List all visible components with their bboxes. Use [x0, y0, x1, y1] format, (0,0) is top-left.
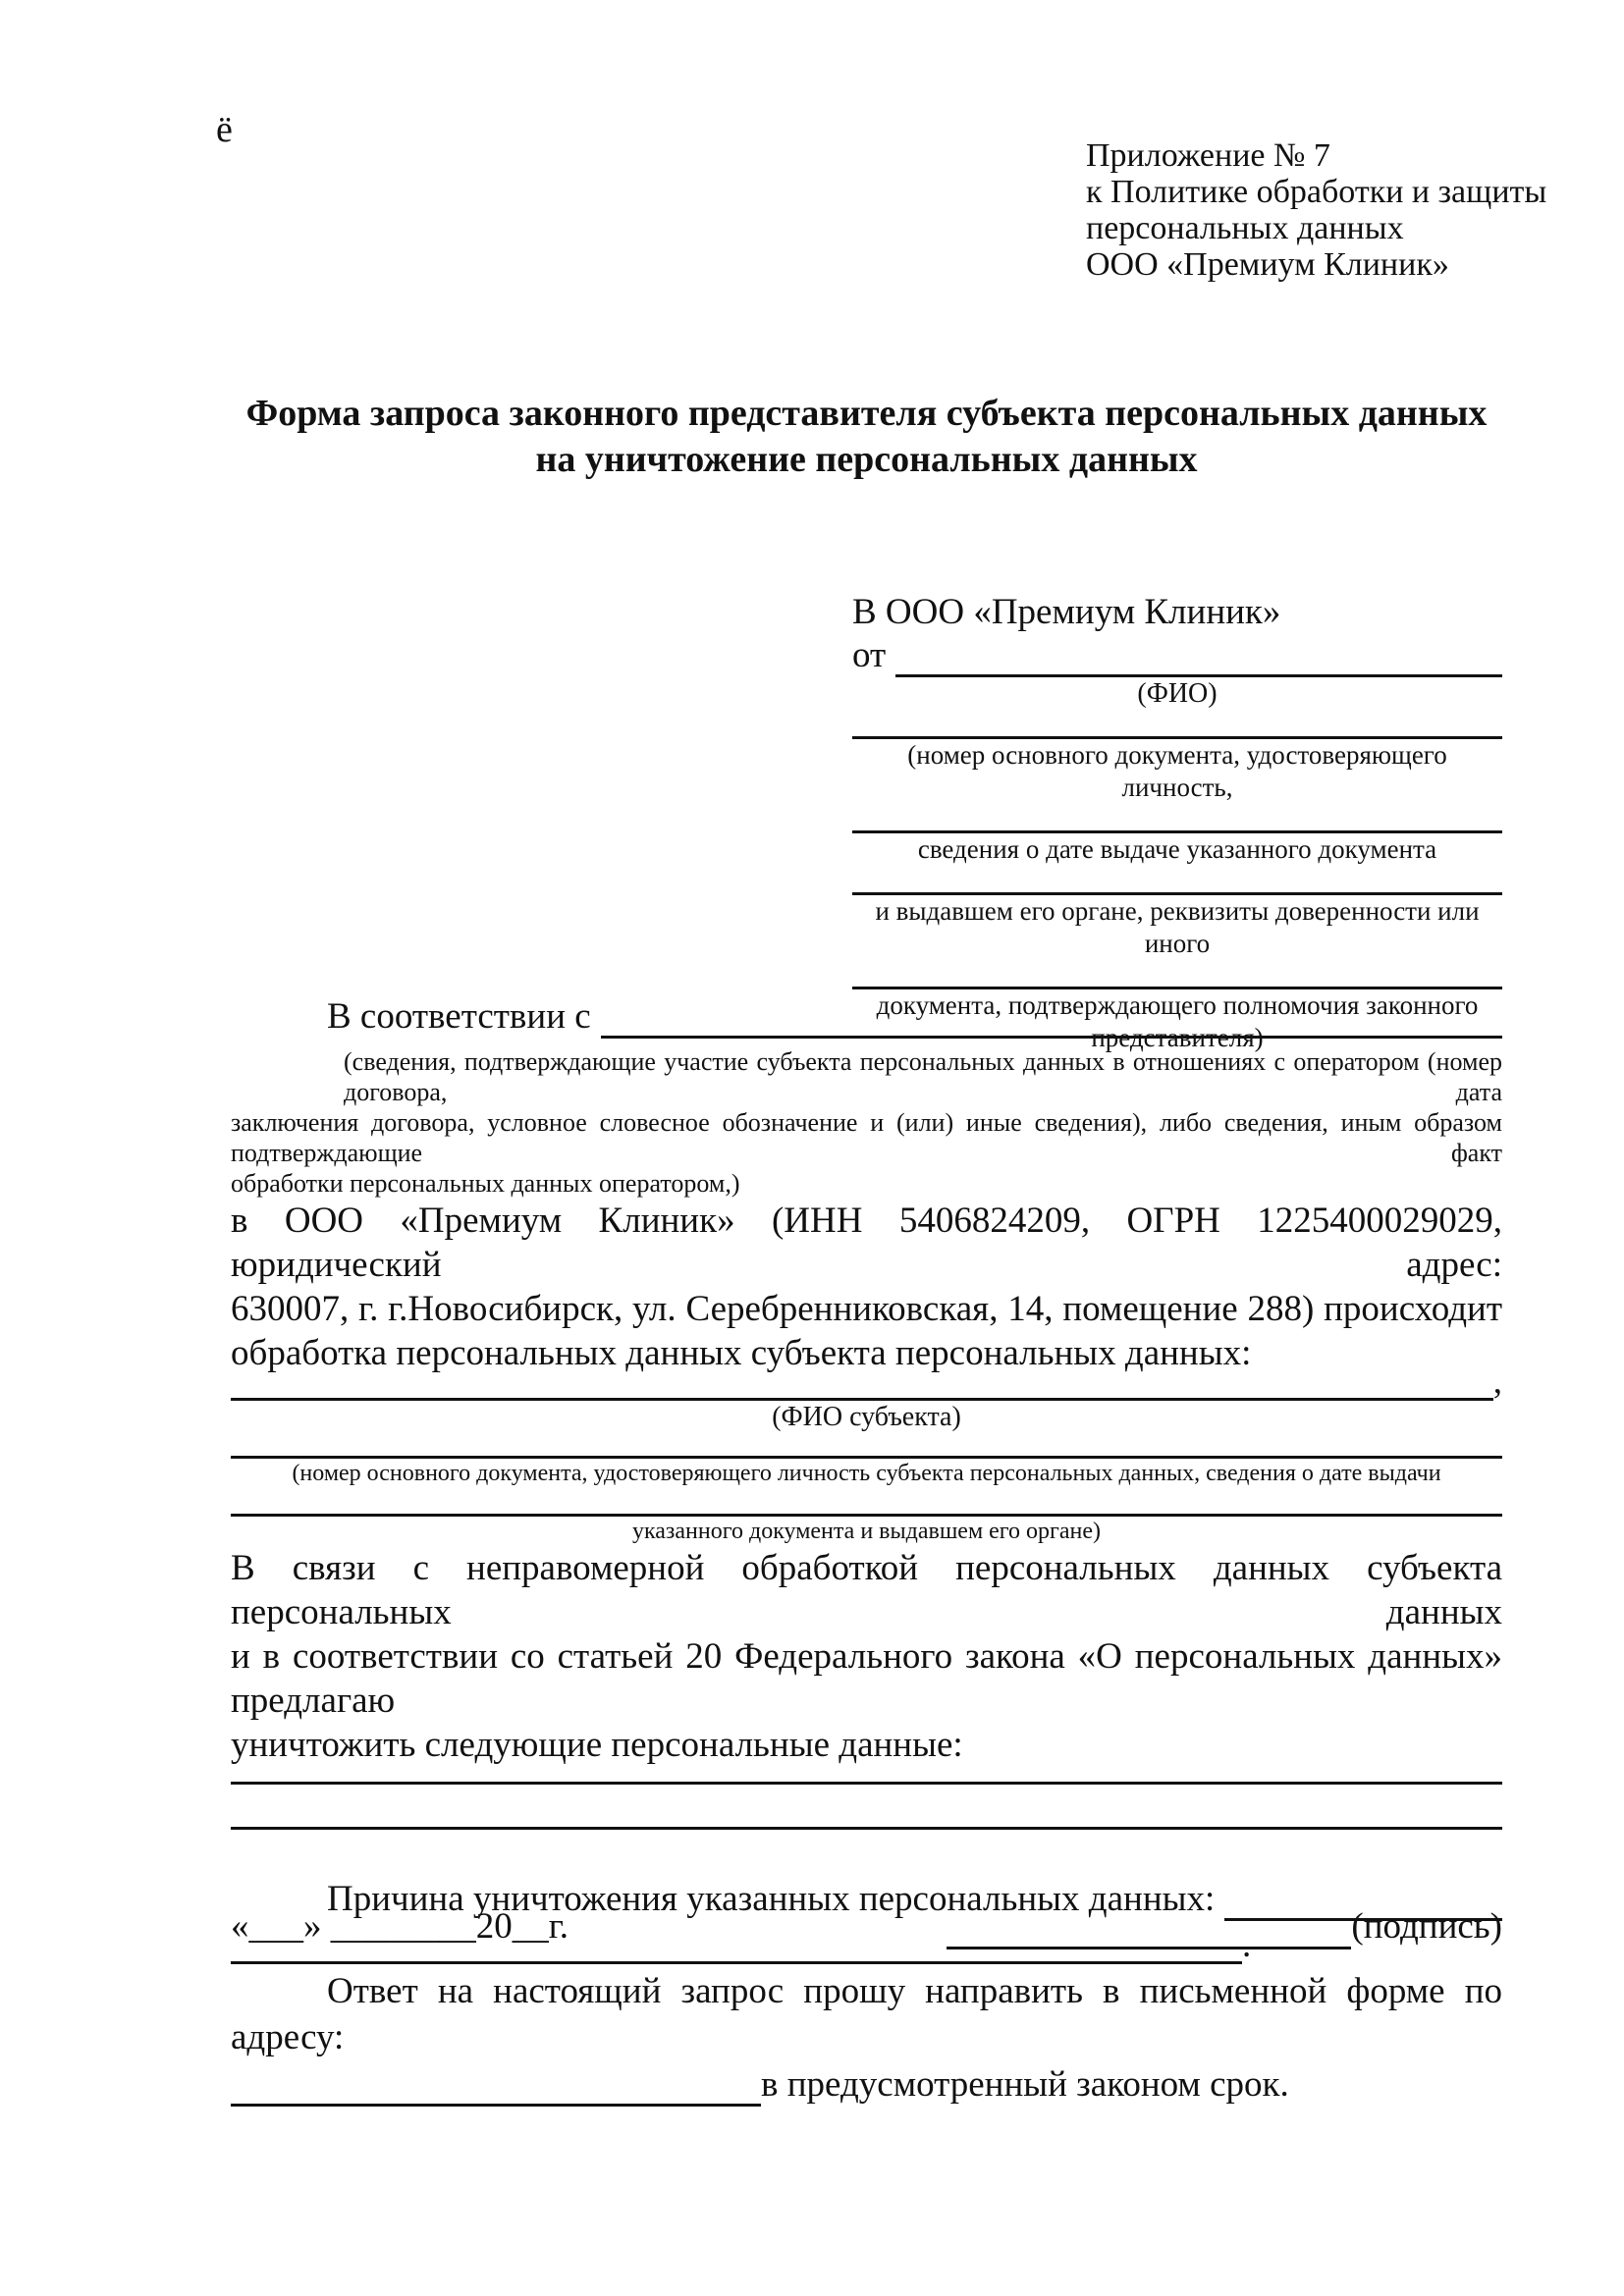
- signature-group: [947, 1904, 1502, 1949]
- accordance-row: [231, 995, 1502, 1039]
- data-to-destroy-blank-line-1: [231, 1767, 1502, 1785]
- note-line-2: заключения договора, условное словесное обозначение и (или) иные сведения), либо сведения, иным образом подтверждающие факт: [231, 1108, 1502, 1167]
- title-line-2: на уничтожение персональных данных: [535, 439, 1198, 480]
- issuing-authority-blank-line: [852, 866, 1502, 895]
- addressee-caption-1: (номер основного документа, удостоверяющего личность,: [907, 740, 1447, 802]
- accordance-note: [231, 1046, 1502, 1199]
- demand-line-2: и в соответствии со статьей 20 Федерального закона «О персональных данных» предлагаю: [231, 1636, 1502, 1721]
- appendix-line: ООО «Премиум Клиник»: [1086, 246, 1449, 283]
- demand-line-3: уничтожить следующие персональные данные:: [231, 1725, 963, 1765]
- document-number-blank-line: [852, 711, 1502, 739]
- appendix-line: персональных данных: [1086, 210, 1404, 246]
- reply-address-row: [231, 2060, 1502, 2107]
- subject-doc-caption-1: (номер основного документа, удостоверяющего личность субъекта персональных данных, сведения о дате выдачи: [292, 1461, 1441, 1486]
- appendix-block: [1086, 137, 1546, 283]
- reply-tail: в предусмотренный законом срок.: [761, 2064, 1289, 2105]
- subject-document-blank-line: [231, 1434, 1502, 1459]
- appendix-line: Приложение № 7: [1086, 137, 1330, 174]
- accordance-lead: В соответствии с: [327, 996, 591, 1037]
- demand-paragraph: [231, 1546, 1502, 1767]
- date-line: «___» ________20__г.: [231, 1906, 569, 1947]
- signature-blank-line: [947, 1909, 1351, 1949]
- subject-fio-caption: (ФИО субъекта): [772, 1402, 961, 1432]
- from-label: от: [852, 635, 887, 675]
- subject-doc-caption-2: указанного документа и выдавшем его органе): [631, 1519, 1102, 1544]
- operator-paragraph: [231, 1199, 1502, 1375]
- addressee-from-row: [852, 634, 1502, 677]
- operator-line-2: 630007, г. г.Новосибирск, ул. Серебренниковская, 14, помещение 288) происходит: [231, 1289, 1502, 1329]
- note-line-3: обработки персональных данных оператором,): [231, 1169, 740, 1198]
- subject-trailing-comma: ,: [1492, 1362, 1502, 1402]
- operator-line-1: в ООО «Премиум Клиник» (ИНН 5406824209, ОГРН 1225400029029, юридический адрес:: [231, 1201, 1502, 1285]
- reason-period: .: [1242, 1925, 1252, 1965]
- addressee-to-line: В ООО «Премиум Клиник»: [852, 592, 1281, 632]
- fio-caption: (ФИО): [1137, 678, 1218, 709]
- signature-caption: (подпись): [1351, 1906, 1502, 1947]
- document-title: [231, 391, 1502, 483]
- representative-authority-blank-line: [852, 960, 1502, 989]
- issue-date-blank-line: [852, 804, 1502, 833]
- subject-authority-blank-line: [231, 1488, 1502, 1517]
- addressee-caption-2: сведения о дате выдаче указанного документа: [917, 834, 1437, 864]
- accordance-blank-line: [601, 1036, 1502, 1039]
- addressee-block: [852, 591, 1502, 1054]
- addressee-caption-4: документа, подтверждающего полномочия законного представителя): [876, 990, 1479, 1052]
- footer-row: [231, 1904, 1502, 1949]
- demand-line-1: В связи с неправомерной обработкой персональных данных субъекта персональных данных: [231, 1548, 1502, 1632]
- data-to-destroy-blank-line-2: [231, 1785, 1502, 1830]
- note-line-1: (сведения, подтверждающие участие субъекта персональных данных в отношениях с оператором (номер договора, дата: [344, 1047, 1502, 1106]
- reply-address-blank-line: [231, 2104, 761, 2107]
- stray-character: ё: [216, 109, 233, 150]
- reply-line-1: Ответ на настоящий запрос прошу направить в письменной форме по адресу:: [231, 1971, 1502, 2057]
- title-line-1: Форма запроса законного представителя субъекта персональных данных: [245, 393, 1488, 434]
- reason-label: Причина уничтожения указанных персональных данных:: [327, 1879, 1216, 1919]
- reason-continuation-blank-line: [231, 1961, 1242, 1964]
- addressee-caption-3: и выдавшем его органе, реквизиты доверенности или иного: [875, 896, 1480, 958]
- appendix-line: к Политике обработки и защиты: [1086, 174, 1547, 210]
- operator-line-3: обработка персональных данных субъекта персональных данных:: [231, 1333, 1252, 1373]
- subject-fio-row: [231, 1362, 1502, 1402]
